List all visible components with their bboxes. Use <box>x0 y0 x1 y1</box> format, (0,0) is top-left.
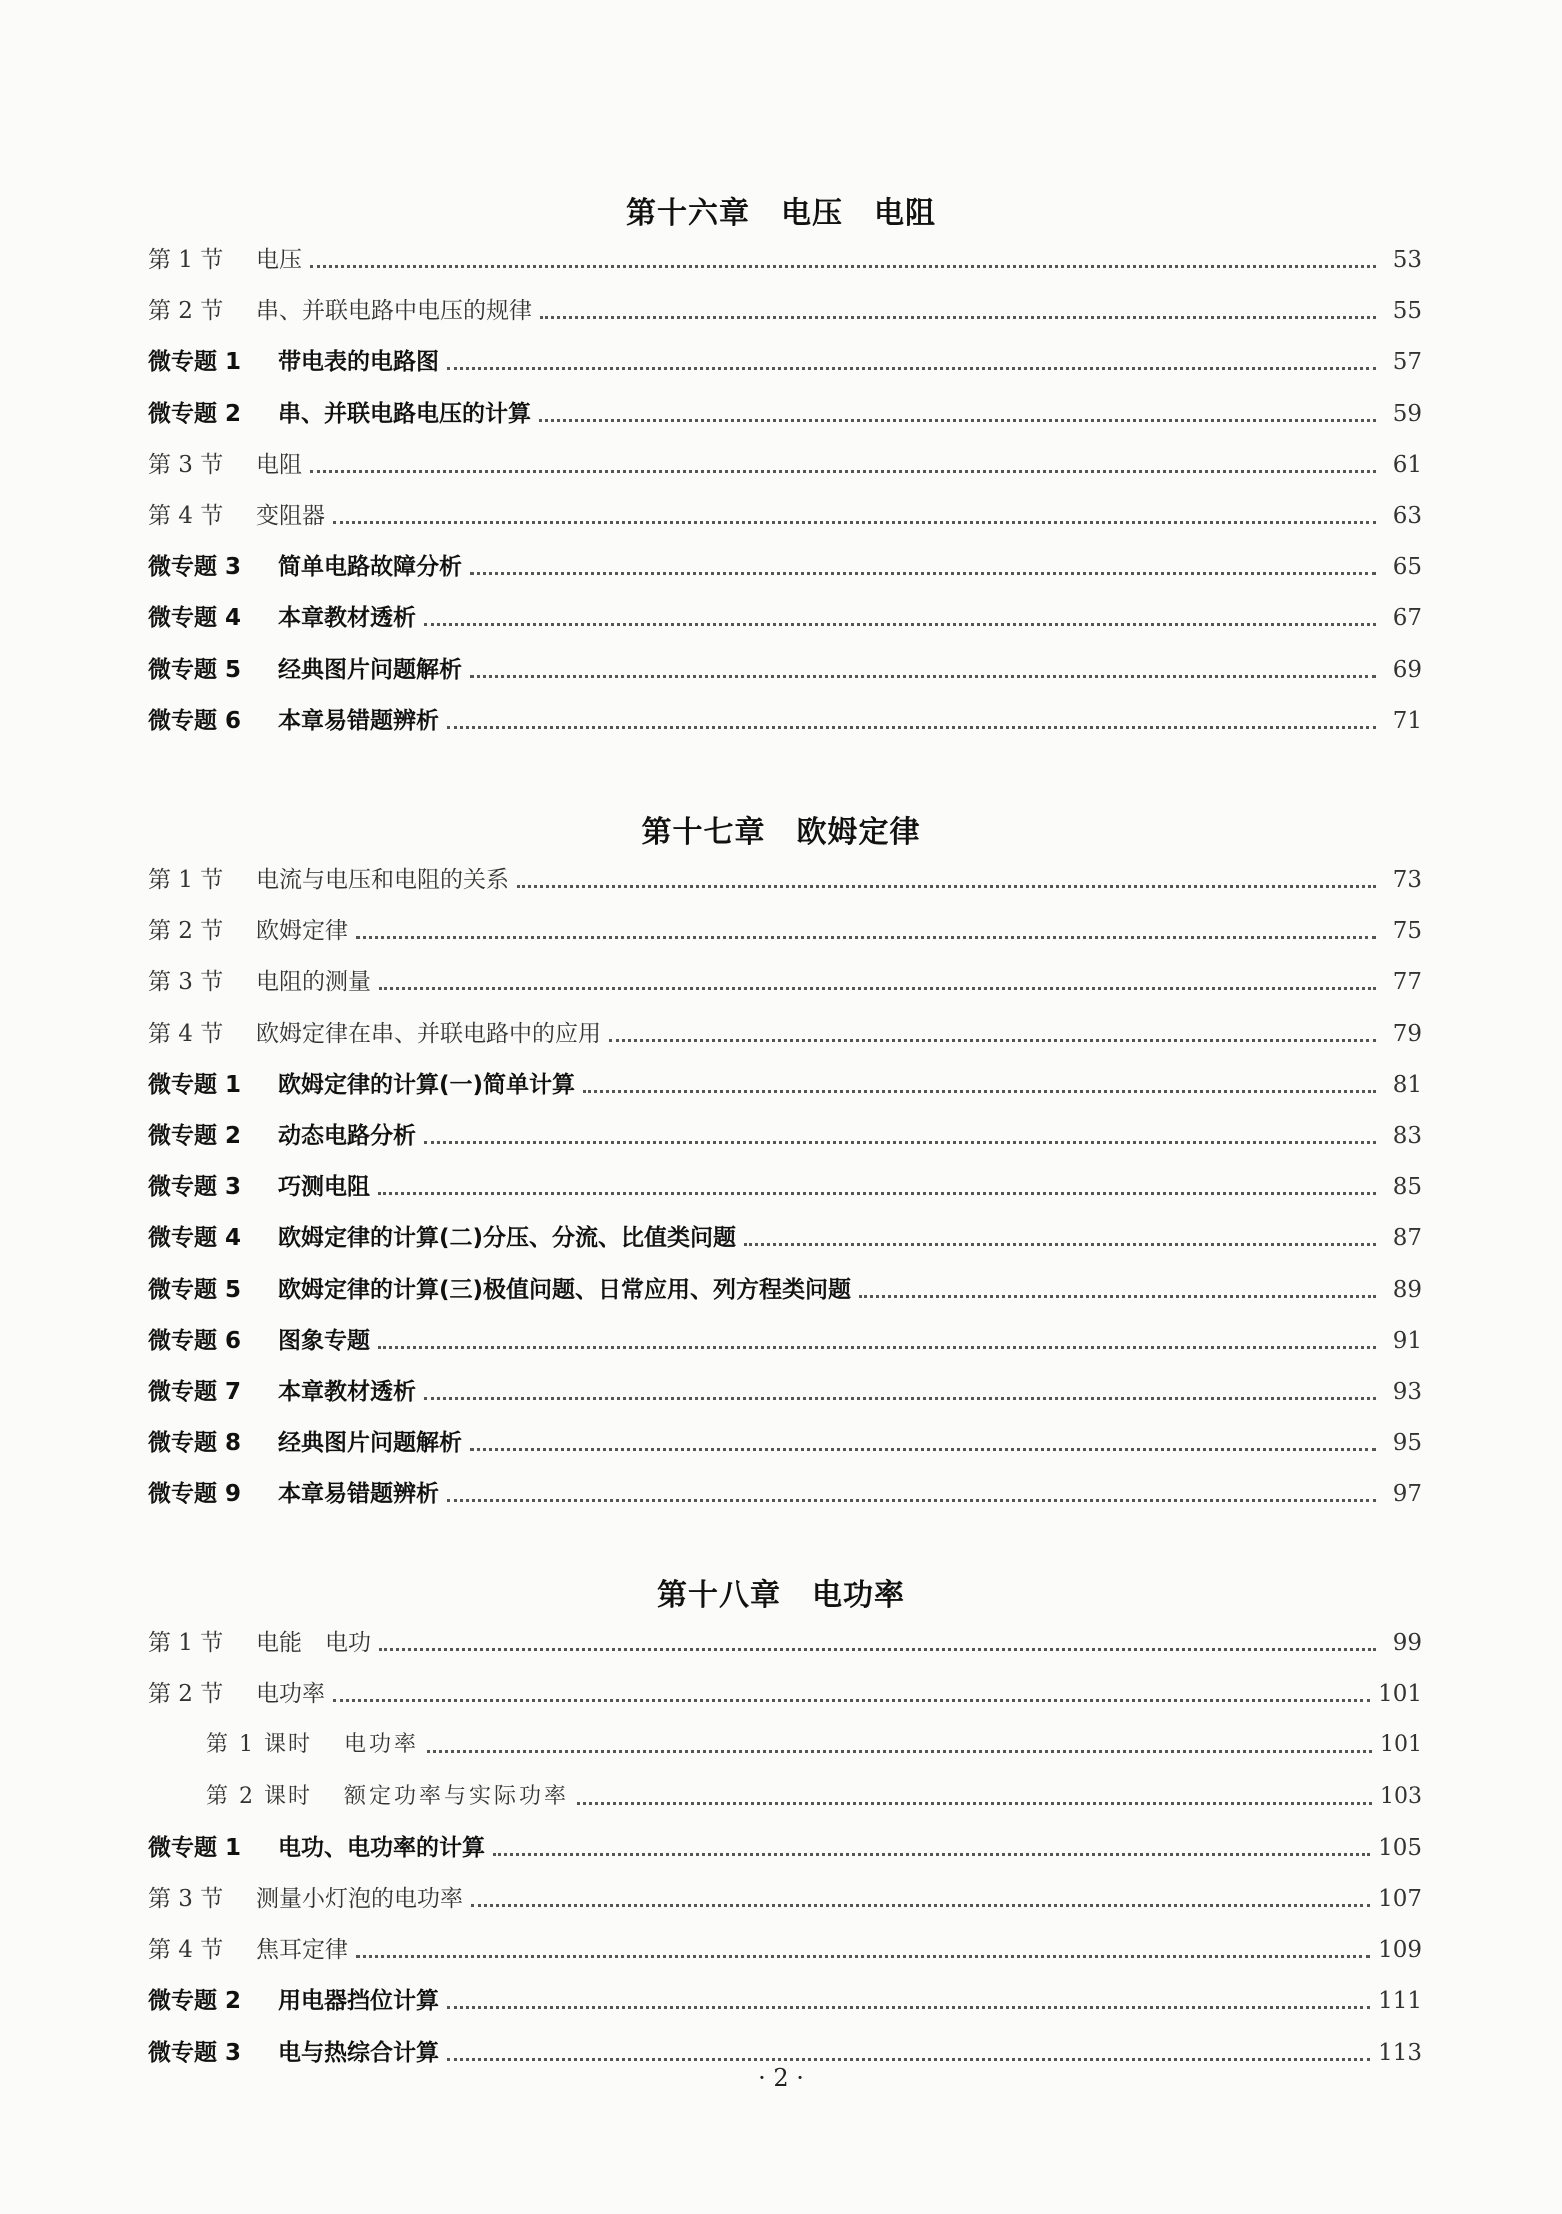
toc-entry[interactable] <box>148 598 1422 638</box>
entry-title: 本章教材透析 <box>278 605 416 631</box>
toc-entry[interactable] <box>148 394 1422 434</box>
toc-entry[interactable] <box>148 547 1422 587</box>
toc-entry[interactable] <box>206 1725 1422 1765</box>
entry-page-number: 65 <box>1392 554 1422 580</box>
entry-page-number: 93 <box>1392 1379 1422 1405</box>
entry-page-number: 99 <box>1392 1630 1422 1656</box>
entry-number: 第 1 节 <box>148 867 224 893</box>
entry-number: 第 2 节 <box>148 918 224 944</box>
entry-number: 微专题 2 <box>148 401 242 427</box>
dot-leader <box>333 520 1376 524</box>
toc-entry[interactable] <box>206 1777 1422 1817</box>
toc-entry[interactable] <box>148 1270 1422 1310</box>
entry-number: 微专题 2 <box>148 1988 242 2014</box>
entry-number: 微专题 5 <box>148 1277 242 1303</box>
dot-leader <box>470 1447 1376 1451</box>
entry-title: 电功、电功率的计算 <box>278 1835 485 1861</box>
entry-number: 微专题 5 <box>148 657 242 683</box>
dot-leader <box>447 366 1376 370</box>
entry-title: 变阻器 <box>256 503 325 529</box>
entry-number: 微专题 7 <box>148 1379 242 1405</box>
entry-number: 第 3 节 <box>148 452 224 478</box>
toc-entry[interactable] <box>148 291 1422 331</box>
toc-entry[interactable] <box>148 1981 1422 2021</box>
entry-page-number: 77 <box>1392 969 1422 995</box>
entry-title: 经典图片问题解析 <box>278 1430 462 1456</box>
entry-number: 微专题 8 <box>148 1430 242 1456</box>
entry-page-number: 101 <box>1378 1681 1422 1707</box>
toc-entry[interactable] <box>148 1167 1422 1207</box>
entry-page-number: 61 <box>1392 452 1422 478</box>
entry-number: 第 4 节 <box>148 1021 224 1047</box>
entry-number: 微专题 4 <box>148 605 242 631</box>
toc-entry[interactable] <box>148 1116 1422 1156</box>
toc-entry[interactable] <box>148 1674 1422 1714</box>
dot-leader <box>424 1396 1376 1400</box>
entry-title: 欧姆定律在串、并联电路中的应用 <box>256 1021 601 1047</box>
entry-number: 第 1 节 <box>148 1630 224 1656</box>
dot-leader <box>333 1698 1370 1702</box>
entry-title: 额定功率与实际功率 <box>344 1784 570 1809</box>
entry-title: 测量小灯泡的电功率 <box>256 1886 463 1912</box>
entry-title: 巧测电阻 <box>278 1174 370 1200</box>
entry-page-number: 57 <box>1392 349 1422 375</box>
dot-leader <box>744 1242 1376 1246</box>
entry-title: 电阻 <box>256 452 302 478</box>
chapter-title: 第十七章 欧姆定律 <box>641 815 921 850</box>
entry-number: 微专题 9 <box>148 1481 242 1507</box>
dot-leader <box>379 1647 1376 1651</box>
toc-entry[interactable] <box>148 1879 1422 1919</box>
dot-leader <box>424 1140 1376 1144</box>
toc-entry[interactable] <box>148 1474 1422 1514</box>
entry-page-number: 73 <box>1392 867 1422 893</box>
dot-leader <box>539 418 1376 422</box>
dot-leader <box>356 1954 1370 1958</box>
entry-page-number: 95 <box>1392 1430 1422 1456</box>
entry-number: 第 2 节 <box>148 298 224 324</box>
toc-entry[interactable] <box>148 342 1422 382</box>
entry-title: 电功率 <box>256 1681 325 1707</box>
entry-page-number: 85 <box>1392 1174 1422 1200</box>
entry-title: 电功率 <box>344 1732 420 1757</box>
entry-number: 微专题 6 <box>148 708 242 734</box>
entry-title: 电压 <box>256 247 302 273</box>
toc-entry[interactable] <box>148 445 1422 485</box>
entry-page-number: 107 <box>1378 1886 1422 1912</box>
entry-page-number: 87 <box>1392 1225 1422 1251</box>
dot-leader <box>583 1089 1376 1093</box>
entry-page-number: 63 <box>1392 503 1422 529</box>
chapter-title: 第十八章 电功率 <box>657 1578 905 1613</box>
entry-title: 电与热综合计算 <box>278 2040 439 2066</box>
dot-leader <box>447 2057 1370 2061</box>
entry-number: 微专题 2 <box>148 1123 242 1149</box>
toc-entry[interactable] <box>148 1623 1422 1663</box>
entry-page-number: 53 <box>1392 247 1422 273</box>
entry-title: 图象专题 <box>278 1328 370 1354</box>
entry-page-number: 89 <box>1392 1277 1422 1303</box>
entry-title: 欧姆定律 <box>256 918 348 944</box>
entry-number: 第 2 课时 <box>206 1784 312 1809</box>
dot-leader <box>447 1498 1376 1502</box>
entry-number: 微专题 6 <box>148 1328 242 1354</box>
dot-leader <box>577 1801 1372 1805</box>
entry-title: 电阻的测量 <box>256 969 371 995</box>
page-number: · 2 · <box>758 2064 804 2092</box>
entry-title: 电流与电压和电阻的关系 <box>256 867 509 893</box>
dot-leader <box>378 1345 1376 1349</box>
entry-number: 第 1 节 <box>148 247 224 273</box>
entry-page-number: 55 <box>1392 298 1422 324</box>
entry-page-number: 97 <box>1392 1481 1422 1507</box>
entry-title: 动态电路分析 <box>278 1123 416 1149</box>
toc-entry[interactable] <box>148 860 1422 900</box>
entry-title: 串、并联电路中电压的规律 <box>256 298 532 324</box>
dot-leader <box>424 622 1376 626</box>
entry-page-number: 81 <box>1392 1072 1422 1098</box>
entry-number: 微专题 3 <box>148 2040 242 2066</box>
entry-page-number: 59 <box>1392 401 1422 427</box>
dot-leader <box>447 2005 1370 2009</box>
chapter-title: 第十六章 电压 电阻 <box>626 196 936 231</box>
dot-leader <box>310 469 1376 473</box>
toc-entry[interactable] <box>148 240 1422 280</box>
dot-leader <box>310 264 1376 268</box>
entry-title: 欧姆定律的计算(一)简单计算 <box>278 1072 576 1098</box>
entry-title: 电能 电功 <box>256 1630 371 1656</box>
entry-number: 微专题 1 <box>148 349 242 375</box>
entry-page-number: 91 <box>1392 1328 1422 1354</box>
entry-title: 本章易错题辨析 <box>278 708 439 734</box>
toc-entry[interactable] <box>148 1065 1422 1105</box>
dot-leader <box>356 935 1376 939</box>
entry-title: 本章易错题辨析 <box>278 1481 439 1507</box>
dot-leader <box>470 674 1376 678</box>
entry-page-number: 83 <box>1392 1123 1422 1149</box>
entry-title: 串、并联电路电压的计算 <box>278 401 531 427</box>
entry-title: 经典图片问题解析 <box>278 657 462 683</box>
toc-entry[interactable] <box>148 1372 1422 1412</box>
dot-leader <box>517 884 1376 888</box>
entry-number: 微专题 3 <box>148 554 242 580</box>
toc-entry[interactable] <box>148 701 1422 741</box>
dot-leader <box>859 1294 1376 1298</box>
dot-leader <box>379 986 1376 990</box>
toc-entry[interactable] <box>148 1014 1422 1054</box>
toc-entry[interactable] <box>148 962 1422 1002</box>
entry-title: 用电器挡位计算 <box>278 1988 439 2014</box>
entry-number: 第 3 节 <box>148 969 224 995</box>
entry-page-number: 111 <box>1378 1988 1422 2014</box>
entry-title: 焦耳定律 <box>256 1937 348 1963</box>
entry-number: 第 4 节 <box>148 1937 224 1963</box>
entry-page-number: 109 <box>1378 1937 1422 1963</box>
entry-page-number: 67 <box>1392 605 1422 631</box>
dot-leader <box>470 571 1376 575</box>
entry-page-number: 103 <box>1380 1784 1422 1809</box>
entry-number: 微专题 1 <box>148 1072 242 1098</box>
entry-page-number: 69 <box>1392 657 1422 683</box>
entry-title: 本章教材透析 <box>278 1379 416 1405</box>
toc-entry[interactable] <box>148 1423 1422 1463</box>
dot-leader <box>471 1903 1370 1907</box>
entry-title: 带电表的电路图 <box>278 349 439 375</box>
entry-page-number: 71 <box>1392 708 1422 734</box>
toc-entry[interactable] <box>148 1218 1422 1258</box>
entry-number: 微专题 3 <box>148 1174 242 1200</box>
toc-entry[interactable] <box>148 496 1422 536</box>
entry-number: 第 1 课时 <box>206 1732 312 1757</box>
toc-entry[interactable] <box>148 1828 1422 1868</box>
entry-number: 第 2 节 <box>148 1681 224 1707</box>
entry-title: 欧姆定律的计算(二)分压、分流、比值类问题 <box>278 1225 737 1251</box>
toc-entry[interactable] <box>148 1930 1422 1970</box>
entry-number: 微专题 4 <box>148 1225 242 1251</box>
toc-entry[interactable] <box>148 1321 1422 1361</box>
entry-page-number: 101 <box>1380 1732 1422 1757</box>
entry-page-number: 113 <box>1378 2040 1422 2066</box>
entry-page-number: 105 <box>1378 1835 1422 1861</box>
entry-number: 第 4 节 <box>148 503 224 529</box>
dot-leader <box>540 315 1376 319</box>
entry-page-number: 75 <box>1392 918 1422 944</box>
entry-title: 简单电路故障分析 <box>278 554 462 580</box>
entry-number: 微专题 1 <box>148 1835 242 1861</box>
dot-leader <box>447 725 1376 729</box>
dot-leader <box>427 1749 1372 1753</box>
entry-title: 欧姆定律的计算(三)极值问题、日常应用、列方程类问题 <box>278 1277 852 1303</box>
dot-leader <box>609 1038 1376 1042</box>
entry-number: 第 3 节 <box>148 1886 224 1912</box>
toc-entry[interactable] <box>148 650 1422 690</box>
entry-page-number: 79 <box>1392 1021 1422 1047</box>
dot-leader <box>493 1852 1370 1856</box>
dot-leader <box>378 1191 1376 1195</box>
toc-entry[interactable] <box>148 911 1422 951</box>
